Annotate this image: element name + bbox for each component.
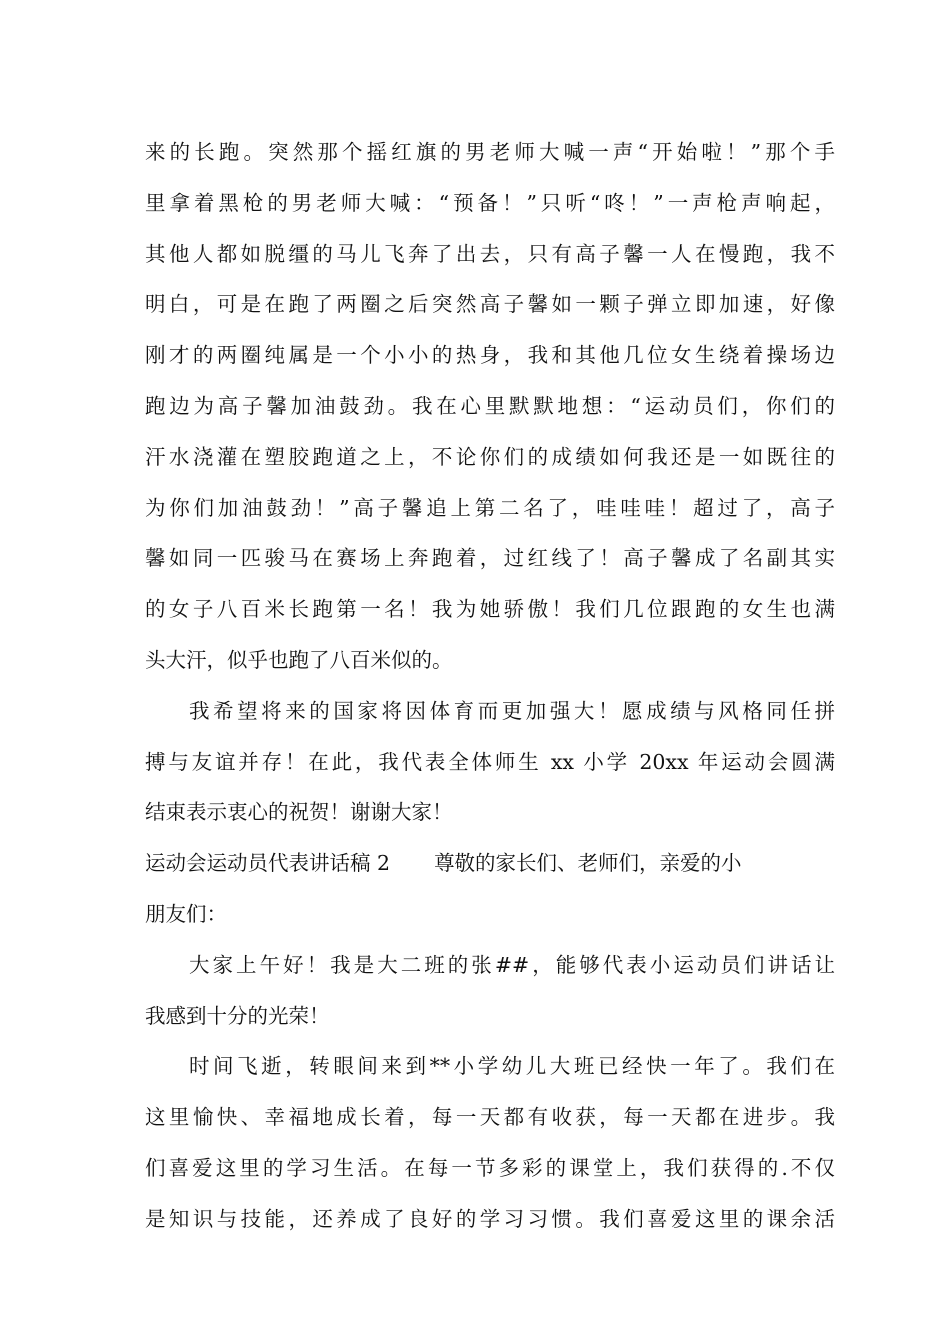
text-line: 刚才的两圈纯属是一个小小的热身，我和其他几位女生绕着操场边 (145, 343, 835, 368)
text-line: 其他人都如脱缰的马儿飞奔了出去，只有高子馨一人在慢跑，我不 (145, 241, 835, 266)
text-line: 馨如同一匹骏马在赛场上奔跑着，过红线了！高子馨成了名副其实 (145, 546, 835, 571)
text-line: 朋友们： (145, 901, 227, 926)
text-line: 的女子八百米长跑第一名！我为她骄傲！我们几位跟跑的女生也满 (145, 597, 835, 622)
text-line: 汗水浇灌在塑胶跑道之上，不论你们的成绩如何我还是一如既往的 (145, 444, 835, 469)
title-line (145, 841, 835, 892)
text-line: 明白，可是在跑了两圈之后突然高子馨如一颗子弹立即加速，好像 (145, 292, 835, 317)
text-line: 是知识与技能，还养成了良好的学习习惯。我们喜爱这里的课余活 (145, 1206, 835, 1231)
text-line: 时间飞逝，转眼间来到**小学幼儿大班已经快一年了。我们在 (189, 1054, 835, 1079)
document-body (145, 130, 835, 1248)
text-line: 搏与友谊并存！在此，我代表全体师生 xx 小学 20xx 年运动会圆满 (145, 749, 835, 774)
speech-heading (145, 841, 835, 943)
paragraph-wishes (145, 689, 835, 841)
paragraph-intro (145, 943, 835, 1045)
text-line: 这里愉快、幸福地成长着，每一天都有收获，每一天都在进步。我 (145, 1105, 835, 1130)
text-line: 里拿着黑枪的男老师大喊：“预备！”只听“咚！”一声枪声响起， (145, 190, 835, 215)
text-line: 结束表示衷心的祝贺！谢谢大家！ (145, 800, 453, 825)
text-line: 大家上午好！我是大二班的张##，能够代表小运动员们讲话让 (189, 952, 835, 977)
text-line: 头大汗，似乎也跑了八百米似的。 (145, 647, 453, 672)
text-line: 我希望将来的国家将因体育而更加强大！愿成绩与风格同任拼 (189, 698, 835, 723)
speech-title: 运动会运动员代表讲话稿 2 (145, 851, 391, 876)
text-line: 为你们加油鼓劲！”高子馨追上第二名了，哇哇哇！超过了，高子 (145, 495, 835, 520)
text-line: 们喜爱这里的学习生活。在每一节多彩的课堂上，我们获得的.不仅 (145, 1155, 835, 1180)
text-line: 我感到十分的光荣！ (145, 1003, 330, 1028)
text-line: 跑边为高子馨加油鼓劲。我在心里默默地想：“运动员们，你们的 (145, 393, 835, 418)
paragraph-school-life (145, 1044, 835, 1247)
greeting-start: 尊敬的家长们、老师们，亲爱的小 (434, 851, 742, 876)
text-line: 来的长跑。突然那个摇红旗的男老师大喊一声“开始啦！”那个手 (145, 140, 835, 164)
paragraph-race (145, 130, 835, 689)
